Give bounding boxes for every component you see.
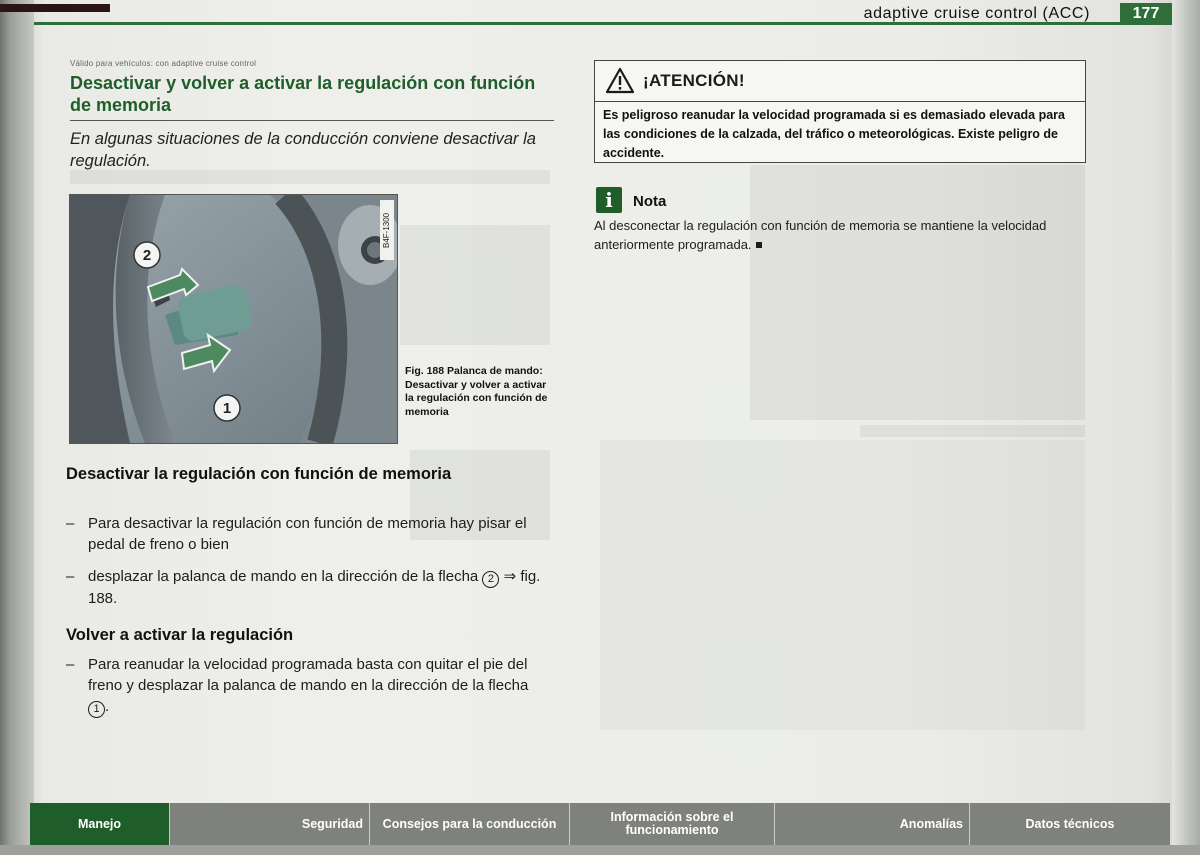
heading-deactivate: Desactivar la regulación con función de memoria <box>66 465 452 483</box>
list-item <box>66 654 546 718</box>
heading-reactivate: Volver a activar la regulación <box>66 626 294 644</box>
bleed-through <box>860 425 1085 437</box>
page-number: 177 <box>1120 3 1172 25</box>
warning-triangle-icon <box>605 67 635 99</box>
list-dash: – <box>66 656 75 673</box>
list-item-text-part: Para reanudar la velocidad programada basta con quitar el pie del freno y desplazar la palanca de mando en la dirección de la flecha <box>88 656 529 694</box>
warning-box <box>594 60 1086 163</box>
figure-code: B4F-1300 <box>380 200 394 260</box>
tab-seguridad[interactable]: Seguridad <box>170 803 370 845</box>
list-item <box>66 513 546 555</box>
list-item-text <box>66 566 546 609</box>
callout-2-symbol: 2 <box>482 571 499 588</box>
list-item-text <box>66 654 546 718</box>
list-item-text-part: desplazar la palanca de mando en la dirección de la flecha <box>88 568 483 585</box>
list-item-text: Para desactivar la regulación con función de memoria hay pisar el pedal de freno o bien <box>88 515 527 553</box>
figure-reference: ⇒ fig. 188. <box>88 568 541 607</box>
end-of-section-mark <box>756 242 762 248</box>
intro-text: En algunas situaciones de la conducción conviene desactivar la regulación. <box>70 130 536 170</box>
list-dash: – <box>66 515 75 532</box>
list-item <box>66 566 546 609</box>
chapter-tabs <box>30 803 1170 845</box>
warning-header <box>595 61 1085 102</box>
figure-caption: Fig. 188 Palanca de mando: Desactivar y volver a activar la regulación con función de memoria <box>405 365 548 418</box>
bleed-through <box>400 225 550 345</box>
bleed-through <box>70 170 550 184</box>
tab-informacion[interactable]: Información sobre el funcionamiento <box>570 803 775 845</box>
warning-text: Es peligroso reanudar la velocidad programada si es demasiado elevada para las condiciones de la calzada, del tráfico o meteorológicas. Existe peligro de accidente. <box>603 108 1065 160</box>
svg-text:1: 1 <box>222 400 232 417</box>
callout-1-symbol: 1 <box>88 701 105 718</box>
svg-text:2: 2 <box>142 247 152 264</box>
validity-note: Válido para vehículos: con adaptive cruise control <box>70 59 257 68</box>
list-dash: – <box>66 568 75 585</box>
title-divider <box>70 120 554 121</box>
bleed-through <box>750 165 1085 420</box>
tab-consejos[interactable]: Consejos para la conducción <box>370 803 570 845</box>
page-edge <box>1172 0 1200 855</box>
list-item-text-end: . <box>105 698 110 715</box>
section-title: Desactivar y volver a activar la regulación con función de memoria <box>70 73 536 115</box>
tab-datos-tecnicos[interactable]: Datos técnicos <box>1025 816 1115 831</box>
bleed-through <box>600 440 1085 730</box>
figure-steering-lever <box>69 194 398 444</box>
page-bottom-edge <box>0 845 1200 855</box>
book-spine <box>0 0 34 855</box>
note-text <box>594 216 1084 254</box>
tab-anomalias[interactable]: Anomalías <box>775 803 970 845</box>
warning-title: ¡ATENCIÓN! <box>643 71 745 90</box>
running-title: adaptive cruise control (ACC) <box>863 5 1090 22</box>
info-icon: i <box>596 187 622 213</box>
note-title: Nota <box>633 193 667 210</box>
note-body: Al desconectar la regulación con función de memoria se mantiene la velocidad anteriormente programada. <box>594 218 1047 252</box>
lever-illustration <box>70 195 397 443</box>
tab-manejo[interactable]: Manejo <box>30 803 170 845</box>
